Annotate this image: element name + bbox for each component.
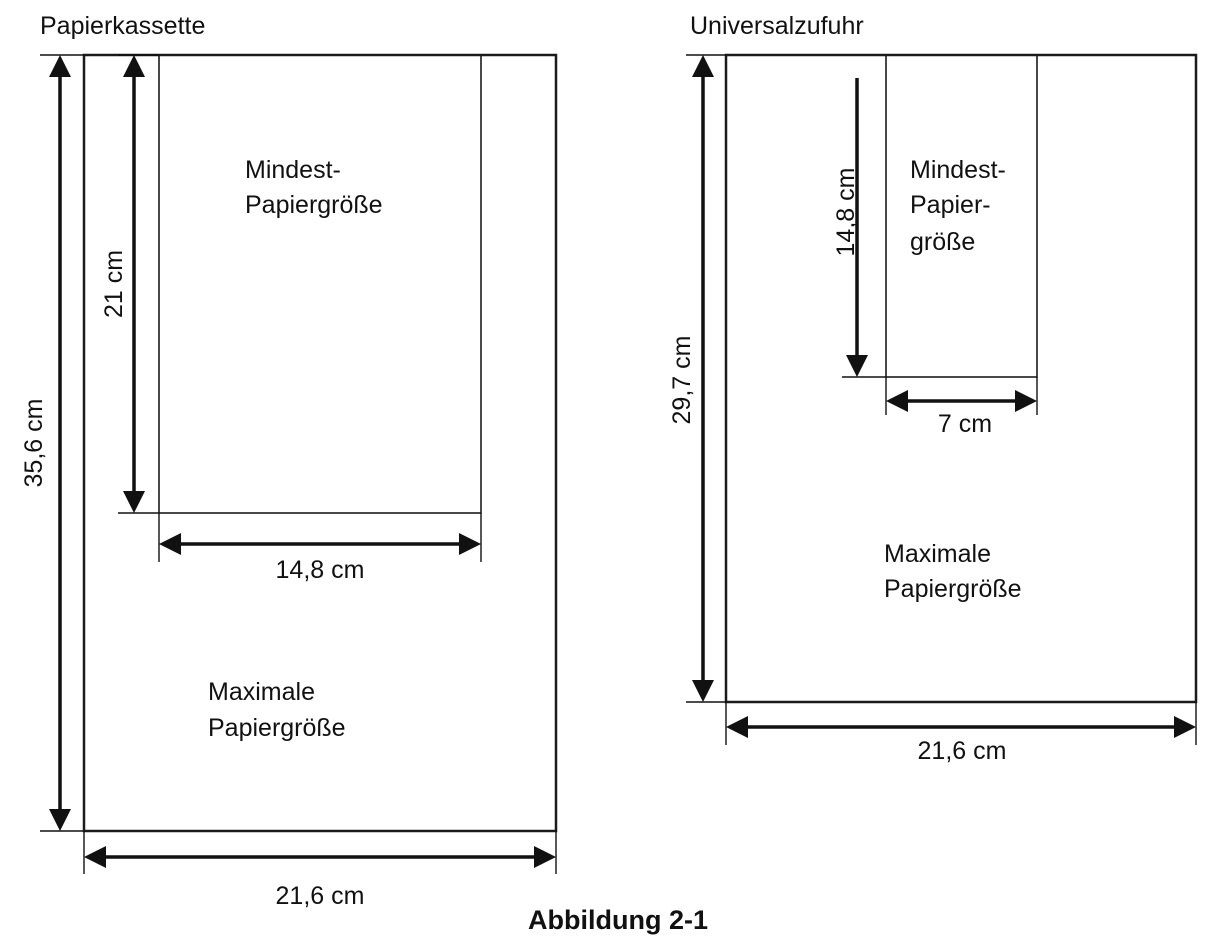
universalzufuhr-panel [668, 12, 1196, 765]
max-label-left-line2: Papiergröße [208, 714, 346, 742]
max-width-label-left: 21,6 cm [275, 882, 365, 910]
min-height-label-right: 14,8 cm [832, 167, 860, 257]
dimension-max-width-left [84, 831, 556, 874]
papierkassette-panel [20, 12, 556, 910]
max-label-right-line1: Maximale [884, 540, 991, 568]
min-label-right-line2: Papier- [910, 191, 991, 219]
min-paper-rect-left [159, 55, 481, 513]
universalzufuhr-title: Universalzufuhr [690, 12, 864, 40]
min-label-right-line3: größe [910, 228, 976, 256]
max-label-right-line2: Papiergröße [884, 575, 1022, 603]
max-height-label-right: 29,7 cm [668, 335, 696, 425]
max-paper-rect-right [726, 55, 1196, 702]
papierkassette-title: Papierkassette [40, 12, 206, 40]
figure-caption: Abbildung 2-1 [528, 905, 708, 935]
max-label-left-line1: Maximale [208, 678, 315, 706]
min-width-label-left: 14,8 cm [275, 556, 365, 584]
min-label-left-line1: Mindest- [245, 156, 341, 184]
min-width-label-right: 7 cm [937, 410, 993, 438]
max-height-label-left: 35,6 cm [20, 398, 48, 488]
max-width-label-right: 21,6 cm [917, 737, 1007, 765]
min-label-left-line2: Papiergröße [245, 191, 383, 219]
min-height-label-left: 21 cm [100, 249, 128, 319]
min-label-right-line1: Mindest- [910, 156, 1006, 184]
dimension-min-width-left [159, 513, 481, 562]
